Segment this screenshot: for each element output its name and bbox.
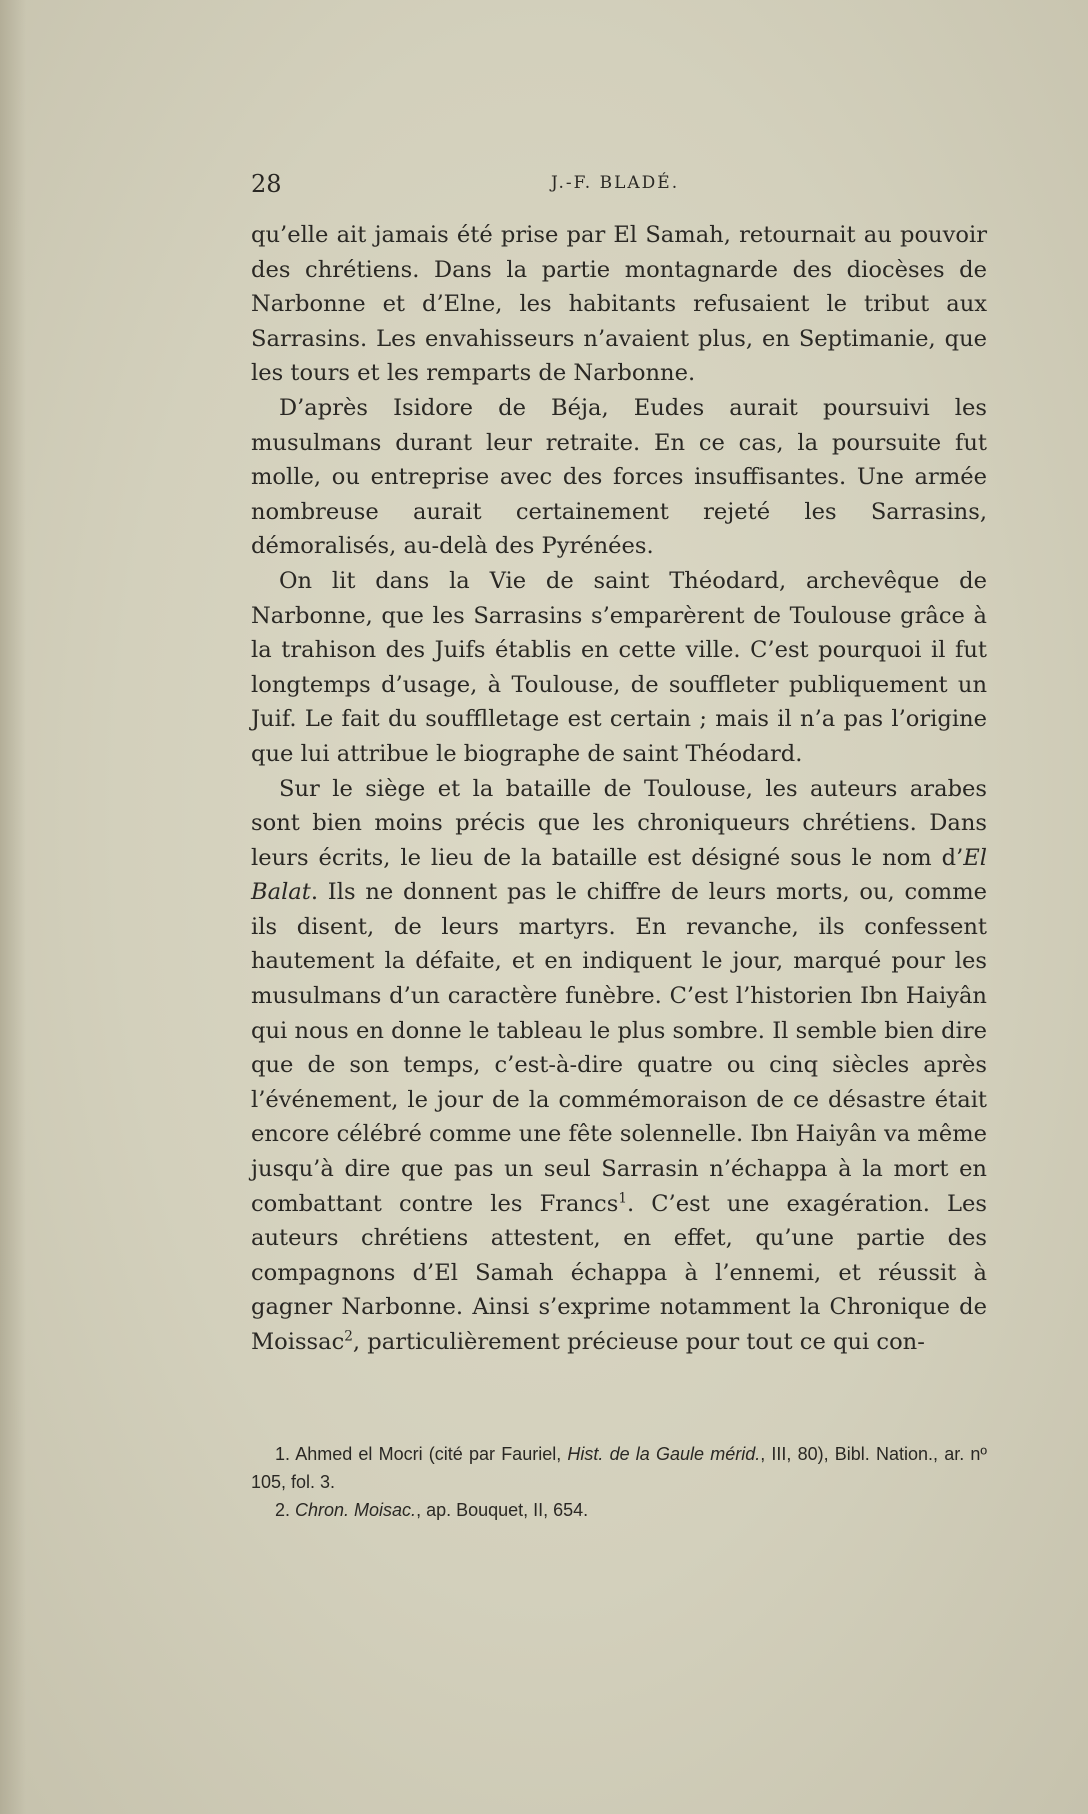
paragraph-1: qu’elle ait jamais été prise par El Samah, retournait au pouvoir des chrétiens. Dans la partie montagnarde des diocèses de Narbonne et d’Elne, les habitants refusaient le tribut aux Sarrasins. Les envahisseurs n’avaient plus, en Septimanie, que les tours et les remparts de Narbonne.: [251, 222, 987, 387]
footnote-2-text-b: , ap. Bouquet, II, 654.: [416, 1500, 589, 1520]
paragraph-4-text-b: . Ils ne donnent pas le chiffre de leurs morts, ou, comme ils disent, de leurs martyrs. En revanche, ils confessent hautement la défaite, et en indiquent le jour, marqué pour les musulmans d’un caractère funèbre. C’est l’historien Ibn Haiyân qui nous en donne le tableau le plus sombre. Il semble bien dire que de son temps, c’est-à-dire quatre ou cinq siècles après l’événement, le jour de la commémoraison de ce désastre était encore célébré comme une fête solennelle. Ibn Haiyân va même jusqu’à dire que pas un seul Sarrasin n’échappa à la mort en combattant contre les Francs: [251, 879, 987, 1217]
footnotes: [251, 1440, 987, 1524]
running-title: J.-F. BLADÉ.: [551, 173, 680, 193]
paragraph-3: On lit dans la Vie de saint Théodard, archevêque de Narbonne, que les Sarrasins s’emparèrent de Toulouse grâce à la trahison des Juifs établis en cette ville. C’est pourquoi il fut longtemps d’usage, à Toulouse, de souffleter publiquement un Juif. Le fait du soufflletage est certain ; mais il n’a pas l’origine que lui attribue le biographe de saint Théodard.: [251, 567, 987, 767]
footnote-ref-2: 2: [344, 1328, 353, 1345]
paragraph-4: [251, 772, 987, 1360]
footnote-1-text-a: 1. Ahmed el Mocri (cité par Fauriel,: [275, 1444, 568, 1464]
footnote-ref-1: 1: [618, 1190, 627, 1207]
footnote-2-text-a: 2.: [275, 1500, 296, 1520]
footnote-1-title: Hist. de la Gaule mérid.: [567, 1444, 761, 1464]
place-name-el-balat: El Balat: [251, 844, 987, 906]
footnote-2: [251, 1496, 987, 1524]
body-text: [251, 218, 987, 1360]
footnote-1: [251, 1440, 987, 1496]
paragraph-4-text-c: . C’est une exagération. Les auteurs chrétiens attestent, en effet, qu’une partie des compagnons d’El Samah échappa à l’ennemi, et réussit à gagner Narbonne. Ainsi s’exprime notamment la Chronique de Moissac: [251, 1190, 987, 1355]
paragraph-4-text-a: Sur le siège et la bataille de Toulouse, les auteurs arabes sont bien moins précis que les chroniqueurs chrétiens. Dans leurs écrits, le lieu de la bataille est désigné sous le nom d’: [251, 775, 987, 871]
footnote-2-title: Chron. Moisac.: [295, 1500, 417, 1520]
page-number: 28: [251, 170, 282, 198]
running-head: [251, 170, 987, 206]
page-gutter-shadow: [0, 0, 26, 1814]
paragraph-4-text-d: , particulièrement précieuse pour tout ce qui con-: [352, 1329, 925, 1355]
footnote-1-text-b: , III, 80), Bibl. Nation., ar. nº 105, fol. 3.: [251, 1444, 987, 1492]
paragraph-2: D’après Isidore de Béja, Eudes aurait poursuivi les musulmans durant leur retraite. En ce cas, la poursuite fut molle, ou entreprise avec des forces insuffisantes. Une armée nombreuse aurait certainement rejeté les Sarrasins, démoralisés, au-delà des Pyrénées.: [251, 394, 987, 560]
